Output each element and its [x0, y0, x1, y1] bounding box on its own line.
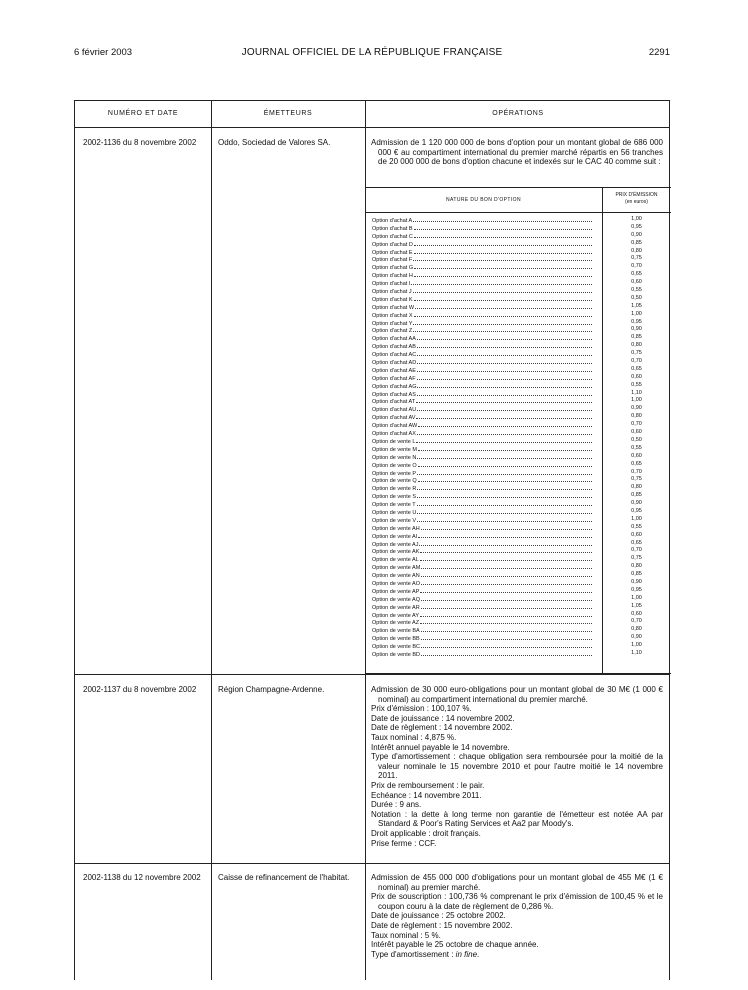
option-price: 0,85 — [631, 334, 642, 341]
option-price: 0,55 — [631, 381, 642, 388]
option-price: 1,00 — [631, 642, 642, 649]
option-price: 0,75 — [631, 555, 642, 562]
journal-title: JOURNAL OFFICIEL DE LA RÉPUBLIQUE FRANÇAISE — [241, 47, 503, 58]
option-row — [372, 650, 592, 658]
dot-leader — [414, 248, 593, 254]
dot-leader — [418, 421, 592, 427]
dot-leader — [421, 579, 592, 585]
option-row — [372, 421, 592, 429]
option-row — [372, 516, 592, 524]
option-price: 0,70 — [631, 618, 642, 625]
option-row — [372, 587, 592, 595]
column-header-number-date: NUMÉRO ET DATE — [107, 110, 179, 117]
operation-line: Taux nominal : 5 %. — [371, 930, 441, 940]
option-row — [372, 469, 592, 477]
option-price: 0,90 — [631, 634, 642, 641]
entry-issuer: Oddo, Sociedad de Valores SA. — [218, 138, 331, 147]
operation-line: Admission de 455 000 000 d'obligations pour un montant global de 455 M€ (1 € nominal) au premier marché. — [371, 873, 663, 892]
option-row — [372, 311, 592, 319]
option-name: Option d'achat AF — [372, 375, 416, 382]
option-row — [372, 540, 592, 548]
option-row — [372, 532, 592, 540]
option-row — [372, 492, 592, 500]
operation-line: Type d'amortissement : chaque obligation sera remboursée pour la moitié de la valeur nominale le 15 novembre 2010 et pour l'autre moitié le 14 novembre 2011. — [371, 752, 663, 781]
option-name: Option de vente AO — [372, 580, 421, 587]
dot-leader — [417, 350, 592, 356]
option-row — [372, 484, 592, 492]
dot-leader — [414, 240, 592, 246]
dot-leader — [421, 524, 592, 530]
option-name: Option d'achat AW — [372, 423, 418, 430]
option-name: Option de vente BC — [372, 644, 421, 651]
option-price: 0,90 — [631, 231, 642, 238]
option-row — [372, 603, 592, 611]
option-name: Option de vente N — [372, 454, 417, 461]
option-row — [372, 287, 592, 295]
dot-leader — [417, 374, 592, 380]
operation-line: Prix d'émission : 100,107 %. — [371, 704, 472, 714]
entry-number-date: 2002-1137 du 8 novembre 2002 — [83, 685, 197, 694]
option-name: Option d'achat W — [372, 304, 415, 311]
option-price: 0,65 — [631, 365, 642, 372]
option-name-header: NATURE DU BON D'OPTION — [446, 197, 521, 203]
option-name: Option d'achat AA — [372, 336, 416, 343]
option-row — [372, 618, 592, 626]
dot-leader — [413, 216, 592, 222]
option-name: Option d'achat Y — [372, 320, 413, 327]
option-row — [372, 461, 592, 469]
option-name: Option d'achat E — [372, 249, 413, 256]
option-price: 1,05 — [631, 302, 642, 309]
option-price: 0,80 — [631, 626, 642, 633]
dot-leader — [418, 445, 592, 451]
option-price: 0,80 — [631, 563, 642, 570]
dot-leader — [414, 271, 592, 277]
option-price: 0,95 — [631, 223, 642, 230]
option-price: 0,70 — [631, 358, 642, 365]
option-name: Option de vente AR — [372, 604, 420, 611]
option-row — [372, 216, 592, 224]
dot-leader — [417, 508, 592, 514]
option-row — [372, 453, 592, 461]
option-price-header — [602, 192, 671, 206]
column-divider — [211, 101, 212, 980]
option-row — [372, 390, 592, 398]
dot-leader — [414, 311, 593, 317]
option-name: Option d'achat A — [372, 218, 413, 224]
dot-leader — [421, 634, 592, 640]
option-name: Option de vente AZ — [372, 620, 420, 627]
dot-leader — [417, 405, 592, 411]
operation-line: Prix de souscription : 100,736 % comprenant le prix d'émission de 100,45 % et le coupon couru à la date de règlement de 0,286 %. — [371, 892, 663, 911]
entry-number-date: 2002-1138 du 12 novembre 2002 — [83, 873, 201, 882]
option-price: 0,75 — [631, 255, 642, 262]
price-header-label: PRIX D'ÉMISSION — [615, 192, 658, 198]
option-name: Option d'achat AV — [372, 415, 416, 422]
dot-leader — [421, 642, 592, 648]
option-price: 1,00 — [631, 310, 642, 317]
option-row — [372, 271, 592, 279]
option-name: Option de vente R — [372, 486, 417, 493]
dot-leader — [417, 484, 592, 490]
option-name: Option de vente O — [372, 462, 417, 469]
dot-leader — [413, 287, 592, 293]
dot-leader — [421, 650, 592, 656]
operation-line: Taux nominal : 4,875 %. — [371, 732, 457, 742]
column-header-issuers: ÉMETTEURS — [263, 110, 313, 117]
option-row — [372, 634, 592, 642]
dot-leader — [418, 476, 592, 482]
dot-leader — [417, 516, 592, 522]
option-price: 0,65 — [631, 539, 642, 546]
option-name: Option d'achat B — [372, 225, 413, 232]
option-price: 0,50 — [631, 436, 642, 443]
option-row — [372, 232, 592, 240]
operations-table — [74, 100, 670, 980]
option-name: Option d'achat Z — [372, 328, 413, 335]
option-name: Option de vente AY — [372, 612, 419, 619]
option-name: Option de vente V — [372, 517, 417, 524]
option-price: 0,90 — [631, 500, 642, 507]
row-divider — [75, 863, 669, 864]
dot-leader — [414, 232, 592, 238]
option-row — [372, 374, 592, 382]
option-price: 0,80 — [631, 247, 642, 254]
option-name: Option de vente L — [372, 438, 416, 445]
dot-leader — [413, 326, 592, 332]
option-price-list — [602, 216, 671, 658]
option-price: 0,65 — [631, 271, 642, 278]
option-name: Option de vente AL — [372, 557, 419, 564]
option-price: 0,70 — [631, 547, 642, 554]
option-row — [372, 263, 592, 271]
option-price: 0,85 — [631, 492, 642, 499]
option-name: Option de vente AK — [372, 549, 420, 556]
entry-issuer: Région Champagne-Ardenne. — [218, 685, 325, 694]
issue-date: 6 février 2003 — [74, 47, 133, 58]
operation-line: Durée : 9 ans. — [371, 800, 422, 810]
option-row — [372, 405, 592, 413]
dot-leader — [418, 461, 592, 467]
dot-leader — [420, 618, 592, 624]
option-price: 0,70 — [631, 421, 642, 428]
option-price: 1,00 — [631, 515, 642, 522]
option-name: Option d'achat H — [372, 273, 413, 280]
option-price: 0,55 — [631, 523, 642, 530]
option-name: Option de vente Q — [372, 478, 417, 485]
option-name: Option d'achat AB — [372, 344, 416, 351]
operation-line: Date de règlement : 15 novembre 2002. — [371, 920, 513, 930]
option-name: Option d'achat D — [372, 241, 413, 248]
operation-line: Date de règlement : 14 novembre 2002. — [371, 723, 513, 733]
option-price: 0,70 — [631, 263, 642, 270]
option-row — [372, 334, 592, 342]
option-row — [372, 255, 592, 263]
option-row — [372, 476, 592, 484]
dot-leader — [417, 469, 592, 475]
option-price: 0,90 — [631, 578, 642, 585]
option-row — [372, 382, 592, 390]
header-divider — [75, 127, 669, 128]
operation-line: Date de jouissance : 25 octobre 2002. — [371, 911, 506, 921]
option-price: 0,95 — [631, 318, 642, 325]
option-row — [372, 366, 592, 374]
dot-leader — [417, 358, 592, 364]
option-row — [372, 571, 592, 579]
dot-leader — [419, 540, 592, 546]
option-price: 0,75 — [631, 476, 642, 483]
dot-leader — [420, 587, 592, 593]
dot-leader — [420, 611, 592, 617]
page-header — [74, 47, 670, 61]
option-name: Option d'achat I — [372, 281, 411, 288]
option-row — [372, 279, 592, 287]
option-name: Option d'achat C — [372, 233, 413, 240]
option-row — [372, 303, 592, 311]
dot-leader — [421, 595, 592, 601]
option-row — [372, 555, 592, 563]
option-price: 0,85 — [631, 239, 642, 246]
option-row — [372, 500, 592, 508]
option-name: Option d'achat AE — [372, 367, 416, 374]
option-name: Option d'achat K — [372, 296, 413, 303]
dot-leader — [421, 571, 592, 577]
option-price: 0,80 — [631, 484, 642, 491]
option-name: Option de vente AI — [372, 533, 418, 540]
entry-issuer: Caisse de refinancement de l'habitat. — [218, 873, 350, 882]
dot-leader — [414, 263, 592, 269]
option-name: Option d'achat AC — [372, 352, 417, 359]
option-name-list — [372, 216, 592, 658]
option-row — [372, 437, 592, 445]
option-price: 0,55 — [631, 287, 642, 294]
option-table — [365, 187, 671, 674]
dot-leader — [417, 453, 592, 459]
operation-line: Intérêt annuel payable le 14 novembre. — [371, 742, 510, 752]
operation-line: Droit applicable : droit français. — [371, 828, 481, 838]
operation-line-amortization — [371, 950, 663, 960]
option-price: 1,05 — [631, 602, 642, 609]
option-row — [372, 642, 592, 650]
option-price: 0,75 — [631, 350, 642, 357]
option-row — [372, 319, 592, 327]
dot-leader — [414, 224, 593, 230]
option-price: 0,60 — [631, 429, 642, 436]
option-row — [372, 240, 592, 248]
dot-leader — [417, 500, 592, 506]
option-row — [372, 611, 592, 619]
operation-line: Admission de 30 000 euro-obligations pour un montant global de 30 M€ (1 000 € nominal) au compartiment international du premier marché. — [371, 685, 663, 704]
amortization-label: Type d'amortissement : — [371, 949, 456, 959]
option-name: Option d'achat X — [372, 312, 413, 319]
option-row — [372, 224, 592, 232]
dot-leader — [413, 255, 592, 261]
option-row — [372, 350, 592, 358]
option-price: 1,00 — [631, 594, 642, 601]
option-row — [372, 595, 592, 603]
option-name: Option de vente AN — [372, 573, 420, 580]
option-name: Option de vente AJ — [372, 541, 419, 548]
option-table-header-divider — [365, 212, 671, 213]
option-name: Option de vente BD — [372, 651, 421, 658]
option-price: 0,95 — [631, 507, 642, 514]
operation-intro-text: Admission de 1 120 000 000 de bons d'option pour un montant global de 686 000 000 € au compartiment international du premier marché répartis en 56 tranches de 20 000 000 de bons d'option chacune et indexés sur le CAC 40 comme suit : — [371, 138, 663, 167]
option-row — [372, 626, 592, 634]
dot-leader — [420, 547, 592, 553]
dot-leader — [417, 492, 592, 498]
option-name: Option d'achat AT — [372, 399, 416, 406]
option-name: Option d'achat AU — [372, 407, 417, 414]
option-row — [372, 248, 592, 256]
option-name: Option de vente M — [372, 446, 417, 453]
option-name: Option d'achat AD — [372, 360, 417, 367]
option-name: Option de vente AQ — [372, 596, 421, 603]
option-name: Option de vente BA — [372, 628, 420, 635]
option-price: 0,95 — [631, 586, 642, 593]
option-name: Option d'achat AS — [372, 391, 416, 398]
dot-leader — [417, 342, 592, 348]
dot-leader — [416, 397, 592, 403]
option-name: Option de vente S — [372, 494, 417, 501]
option-name: Option d'achat AG — [372, 383, 417, 390]
option-row — [372, 563, 592, 571]
option-row — [372, 413, 592, 421]
option-row — [372, 326, 592, 334]
option-name: Option d'achat J — [372, 289, 412, 296]
option-row — [372, 295, 592, 303]
option-row — [372, 508, 592, 516]
option-name: Option d'achat F — [372, 257, 413, 264]
option-name: Option de vente AP — [372, 588, 420, 595]
option-price: 0,60 — [631, 452, 642, 459]
entry-operation-details — [371, 685, 663, 848]
option-price: 0,50 — [631, 294, 642, 301]
dot-leader — [416, 437, 592, 443]
option-name: Option de vente AM — [372, 565, 421, 572]
entry-operation-intro — [371, 138, 663, 167]
amortization-suffix: . — [477, 949, 480, 959]
dot-leader — [413, 319, 592, 325]
option-name: Option d'achat AX — [372, 431, 416, 438]
dot-leader — [417, 382, 592, 388]
dot-leader — [417, 366, 592, 372]
option-price: 0,60 — [631, 279, 642, 286]
page-number: 2291 — [648, 47, 670, 58]
option-row — [372, 342, 592, 350]
option-price: 1,10 — [631, 649, 642, 656]
option-row — [372, 579, 592, 587]
option-price: 0,60 — [631, 531, 642, 538]
dot-leader — [421, 603, 592, 609]
dot-leader — [417, 334, 592, 340]
option-price: 0,65 — [631, 460, 642, 467]
option-name: Option de vente U — [372, 509, 417, 516]
dot-leader — [418, 532, 592, 538]
option-price: 0,80 — [631, 342, 642, 349]
option-price: 0,60 — [631, 373, 642, 380]
option-row — [372, 429, 592, 437]
option-name: Option de vente AH — [372, 525, 420, 532]
operation-line: Prise ferme : CCF. — [371, 838, 437, 848]
operation-line: Intérêt payable le 25 octobre de chaque année. — [371, 940, 539, 950]
operation-line: Echéance : 14 novembre 2011. — [371, 790, 482, 800]
entry-operation-details — [371, 873, 663, 959]
option-row — [372, 445, 592, 453]
dot-leader — [417, 390, 592, 396]
option-name: Option de vente P — [372, 470, 417, 477]
option-price: 0,90 — [631, 326, 642, 333]
option-price: 0,80 — [631, 413, 642, 420]
option-row — [372, 397, 592, 405]
column-header-operations: OPÉRATIONS — [492, 110, 544, 117]
option-price: 0,60 — [631, 610, 642, 617]
amortization-value: in fine — [455, 949, 478, 959]
option-price: 0,90 — [631, 405, 642, 412]
operation-line: Date de jouissance : 14 novembre 2002. — [371, 713, 515, 723]
option-price: 0,85 — [631, 571, 642, 578]
price-header-unit: (en euros) — [625, 199, 648, 205]
row-divider — [75, 674, 669, 675]
dot-leader — [411, 279, 592, 285]
option-name: Option de vente BB — [372, 636, 420, 643]
option-name: Option d'achat G — [372, 265, 414, 272]
option-row — [372, 547, 592, 555]
dot-leader — [421, 626, 592, 632]
option-price: 1,10 — [631, 389, 642, 396]
operation-line: Notation : la dette à long terme non garantie de l'émetteur est notée AA par Standard & Poor's Rating Services et Aa2 par Moody's. — [371, 809, 663, 829]
dot-leader — [420, 555, 592, 561]
option-price: 1,00 — [631, 216, 642, 222]
dot-leader — [416, 413, 592, 419]
option-name: Option de vente T — [372, 502, 416, 509]
option-price: 1,00 — [631, 397, 642, 404]
option-price: 0,70 — [631, 468, 642, 475]
entry-number-date: 2002-1136 du 8 novembre 2002 — [83, 138, 197, 147]
option-row — [372, 358, 592, 366]
dot-leader — [415, 303, 592, 309]
dot-leader — [417, 429, 592, 435]
option-price: 0,55 — [631, 444, 642, 451]
dot-leader — [421, 563, 592, 569]
operation-line: Prix de remboursement : le pair. — [371, 780, 485, 790]
dot-leader — [414, 295, 593, 301]
option-row — [372, 524, 592, 532]
